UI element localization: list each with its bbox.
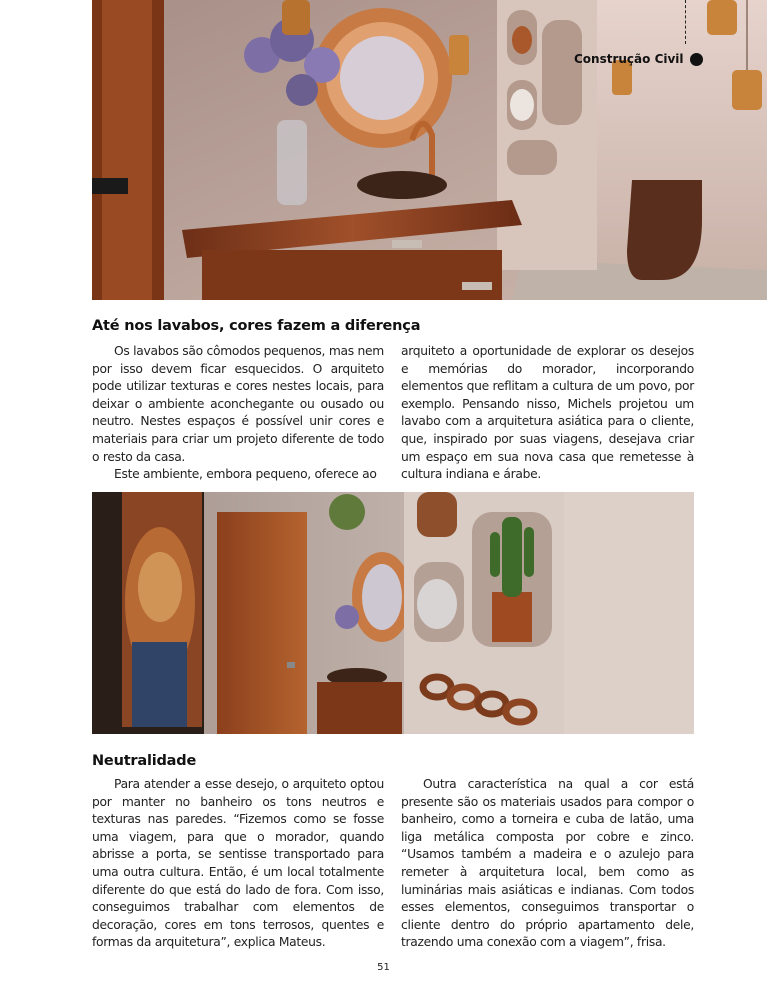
paragraph: Para atender a esse desejo, o arquiteto optou por manter no banheiro os tons neutros e texturas nas paredes. “Fizemos como se fosse uma viagem, para que o morador, quando abrisse a porta, se sentisse transportado para uma outra cultura. Então, é um local totalmente diferente do que está do lado de fora. Com isso, conseguimos trabalhar com elementos de decoração, cores em tons terrosos, quentes e formas da arquitetura”, explica Mateus. (92, 777, 384, 950)
lavabo-illustration-middle (92, 492, 694, 734)
section1-right-column (401, 343, 694, 484)
article-heading-2: Neutralidade (92, 753, 197, 769)
paragraph: Outra característica na qual a cor está presente são os materiais usados para compor o banheiro, como a torneira e cuba de latão, uma liga metálica composta por cobre e zinco. “Usamos também a madeira e o azulejo para remeter à arquitetura local, bem como as luminárias mais asiáticas e indianas. Com todos esses elementos, conseguimos transportar o cliente dentro do próprio apartamento dele, trazendo uma conexão com a viagem”, frisa. (401, 777, 694, 950)
section1-left-column (92, 343, 384, 484)
section2-left-column (92, 776, 384, 952)
page-number: 51 (377, 962, 390, 973)
section-label (574, 50, 703, 68)
hanging-line (685, 0, 687, 44)
lavabo-photo-top (92, 0, 767, 300)
paragraph: Este ambiente, embora pequeno, oferece ao (114, 467, 377, 482)
section2-right-column (401, 776, 694, 952)
section-label-text: Construção Civil (574, 52, 684, 66)
paragraph: arquiteto a oportunidade de explorar os desejos e memórias do morador, incorporando elementos que reflitam a cultura de um povo, por exemplo. Pensando nisso, Michels projetou um lavabo com a arquitetura asiática para o cliente, que, inspirado por suas viagens, desejava criar um espaço em sua nova casa que remetesse à cultura indiana e árabe. (401, 344, 694, 482)
section-dot-icon (690, 53, 703, 66)
lavabo-photo-middle (92, 492, 694, 734)
article-heading-1: Até nos lavabos, cores fazem a diferença (92, 318, 421, 334)
lavabo-illustration-top (92, 0, 767, 300)
paragraph: Os lavabos são cômodos pequenos, mas nem por isso devem ficar esquecidos. O arquiteto pode utilizar texturas e cores nestes locais, para deixar o ambiente aconchegante ou ousado ou neutro. Nestes espaços é possível unir cores e materiais para criar um projeto diferente de todo o resto da casa. (92, 344, 384, 464)
